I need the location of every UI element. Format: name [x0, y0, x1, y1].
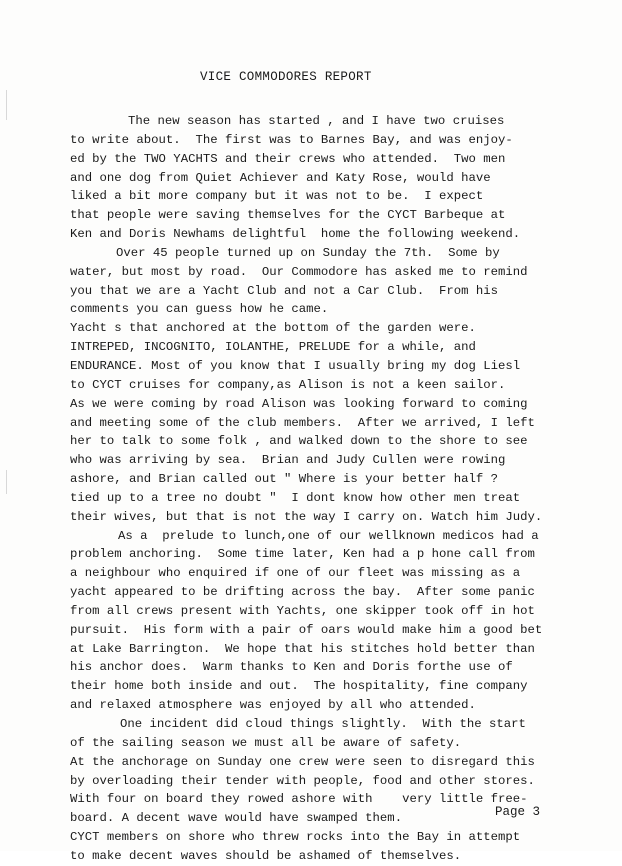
text-line: his anchor does. Warm thanks to Ken and Doris forthe use of: [70, 660, 513, 675]
text-line: a neighbour who enquired if one of our fleet was missing as a: [70, 566, 521, 581]
text-line: At the anchorage on Sunday one crew were seen to disregard this: [70, 754, 535, 769]
page-number: Page 3: [495, 805, 541, 819]
text-line: One incident did cloud things slightly. With the start: [120, 717, 526, 731]
text-line: at Lake Barrington. We hope that his stitches hold better than: [70, 641, 535, 656]
text-line: ed by the TWO YACHTS and their crews who attended. Two men: [70, 151, 506, 166]
text-line: problem anchoring. Some time later, Ken had a p hone call from: [70, 547, 535, 562]
text-line: tied up to a tree no doubt " I dont know how other men treat: [70, 490, 521, 505]
text-line: ENDURANCE. Most of you know that I usually bring my dog Liesl: [70, 358, 521, 373]
text-line: water, but most by road. Our Commodore has asked me to remind: [70, 264, 528, 279]
page-edge-mark: [6, 90, 7, 120]
text-line: liked a bit more company but it was not to be. I expect: [70, 189, 484, 204]
report-title: VICE COMMODORES REPORT: [200, 70, 372, 84]
text-line: board. A decent wave would have swamped them.: [70, 811, 403, 826]
text-line: and one dog from Quiet Achiever and Katy Rose, would have: [70, 170, 491, 185]
text-line: from all crews present with Yachts, one skipper took off in hot: [70, 603, 535, 618]
text-line: INTREPED, INCOGNITO, IOLANTHE, PRELUDE for a while, and: [70, 340, 476, 355]
text-line: Over 45 people turned up on Sunday the 7th. Some by: [116, 245, 500, 260]
text-line: and meeting some of the club members. After we arrived, I left: [70, 415, 535, 430]
text-line: comments you can guess how he came.: [70, 302, 329, 317]
text-line: their home both inside and out. The hospitality, fine company: [70, 679, 528, 694]
text-line: CYCT members on shore who threw rocks into the Bay in attempt: [70, 830, 521, 845]
text-line: by overloading their tender with people, food and other stores.: [70, 773, 535, 788]
report-body: [70, 112, 590, 866]
page-edge-mark: [6, 470, 7, 494]
text-line: their wives, but that is not the way I carry on. Watch him Judy.: [70, 509, 543, 524]
text-line: ashore, and Brian called out " Where is your better half ?: [70, 472, 499, 487]
text-line: to write about. The first was to Barnes Bay, and was enjoy-: [70, 132, 513, 147]
text-line: With four on board they rowed ashore with very little free-: [70, 792, 528, 807]
text-line: Ken and Doris Newhams delightful home the following weekend.: [70, 227, 521, 242]
text-line: of the sailing season we must all be aware of safety.: [70, 735, 462, 750]
text-line: and relaxed atmosphere was enjoyed by all who attended.: [70, 698, 476, 713]
text-line: pursuit. His form with a pair of oars would make him a good bet: [70, 622, 543, 637]
text-line: to make decent waves should be ashamed of themselves.: [70, 848, 462, 863]
text-line: to CYCT cruises for company,as Alison is not a keen sailor.: [70, 377, 506, 392]
text-line: her to talk to some folk , and walked down to the shore to see: [70, 434, 528, 449]
text-line: Yacht s that anchored at the bottom of the garden were.: [70, 321, 476, 336]
text-line: yacht appeared to be drifting across the bay. After some panic: [70, 585, 535, 600]
text-line: The new season has started , and I have two cruises: [128, 114, 505, 128]
text-line: As we were coming by road Alison was looking forward to coming: [70, 396, 528, 411]
text-line: that people were saving themselves for the CYCT Barbeque at: [70, 208, 506, 223]
text-line: As a prelude to lunch,one of our wellknown medicos had a: [118, 528, 539, 543]
text-line: who was arriving by sea. Brian and Judy Cullen were rowing: [70, 453, 506, 468]
text-line: you that we are a Yacht Club and not a Car Club. From his: [70, 283, 499, 298]
